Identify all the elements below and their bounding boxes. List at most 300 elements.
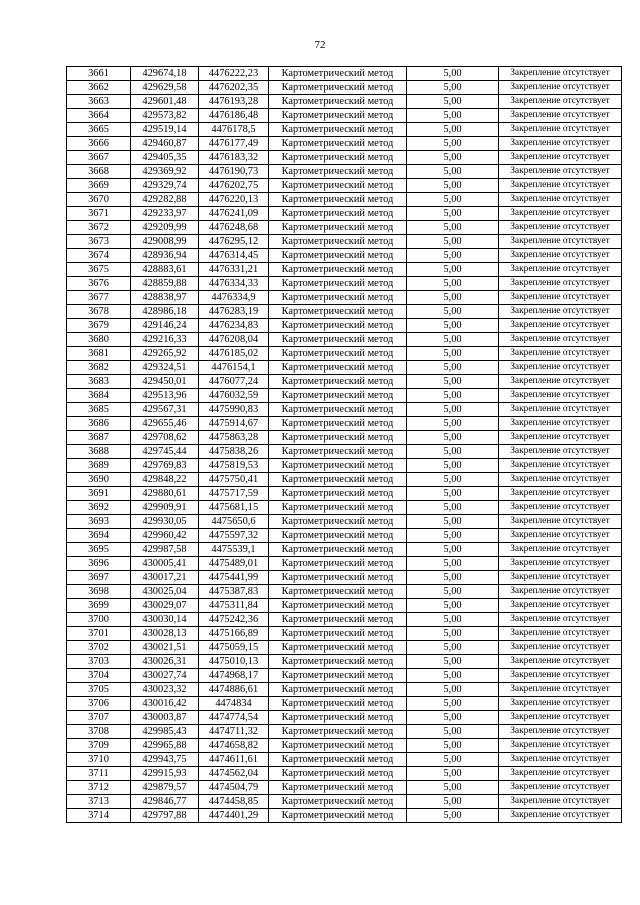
cell-y-coordinate: 4474658,82 — [199, 739, 269, 753]
cell-fixation: Закрепление отсутствует — [499, 529, 622, 543]
cell-method: Картометрический метод — [269, 375, 407, 389]
table-row — [67, 487, 622, 501]
cell-x-coordinate: 430003,87 — [131, 711, 199, 725]
cell-fixation: Закрепление отсутствует — [499, 627, 622, 641]
cell-method: Картометрический метод — [269, 319, 407, 333]
cell-y-coordinate: 4476177,49 — [199, 137, 269, 151]
cell-x-coordinate: 429930,05 — [131, 515, 199, 529]
cell-method: Картометрический метод — [269, 711, 407, 725]
cell-fixation: Закрепление отсутствует — [499, 263, 622, 277]
cell-accuracy: 5,00 — [407, 613, 499, 627]
cell-method: Картометрический метод — [269, 501, 407, 515]
cell-fixation: Закрепление отсутствует — [499, 389, 622, 403]
cell-x-coordinate: 429943,75 — [131, 753, 199, 767]
cell-point-number: 3712 — [67, 781, 131, 795]
table-row — [67, 361, 622, 375]
cell-y-coordinate: 4474504,79 — [199, 781, 269, 795]
cell-fixation: Закрепление отсутствует — [499, 235, 622, 249]
cell-method: Картометрический метод — [269, 123, 407, 137]
cell-x-coordinate: 429282,88 — [131, 193, 199, 207]
cell-point-number: 3669 — [67, 179, 131, 193]
table-row — [67, 333, 622, 347]
cell-fixation: Закрепление отсутствует — [499, 431, 622, 445]
table-row — [67, 193, 622, 207]
cell-point-number: 3708 — [67, 725, 131, 739]
cell-y-coordinate: 4476248,68 — [199, 221, 269, 235]
cell-y-coordinate: 4476193,28 — [199, 95, 269, 109]
cell-accuracy: 5,00 — [407, 277, 499, 291]
cell-x-coordinate: 429915,93 — [131, 767, 199, 781]
cell-y-coordinate: 4475681,15 — [199, 501, 269, 515]
cell-y-coordinate: 4475311,84 — [199, 599, 269, 613]
cell-point-number: 3676 — [67, 277, 131, 291]
cell-fixation: Закрепление отсутствует — [499, 753, 622, 767]
cell-y-coordinate: 4476202,35 — [199, 81, 269, 95]
cell-point-number: 3692 — [67, 501, 131, 515]
cell-y-coordinate: 4476334,33 — [199, 277, 269, 291]
table-row — [67, 221, 622, 235]
cell-accuracy: 5,00 — [407, 683, 499, 697]
cell-fixation: Закрепление отсутствует — [499, 361, 622, 375]
table-row — [67, 697, 622, 711]
cell-method: Картометрический метод — [269, 767, 407, 781]
cell-y-coordinate: 4474562,04 — [199, 767, 269, 781]
cell-x-coordinate: 429008,99 — [131, 235, 199, 249]
cell-x-coordinate: 429513,96 — [131, 389, 199, 403]
cell-x-coordinate: 430025,04 — [131, 585, 199, 599]
cell-point-number: 3702 — [67, 641, 131, 655]
cell-fixation: Закрепление отсутствует — [499, 683, 622, 697]
cell-y-coordinate: 4475597,32 — [199, 529, 269, 543]
cell-accuracy: 5,00 — [407, 263, 499, 277]
cell-y-coordinate: 4475717,59 — [199, 487, 269, 501]
cell-y-coordinate: 4475838,26 — [199, 445, 269, 459]
coordinates-table-body — [67, 67, 622, 823]
cell-accuracy: 5,00 — [407, 431, 499, 445]
cell-fixation: Закрепление отсутствует — [499, 319, 622, 333]
cell-fixation: Закрепление отсутствует — [499, 151, 622, 165]
cell-accuracy: 5,00 — [407, 557, 499, 571]
cell-accuracy: 5,00 — [407, 137, 499, 151]
cell-accuracy: 5,00 — [407, 781, 499, 795]
cell-y-coordinate: 4474458,85 — [199, 795, 269, 809]
cell-accuracy: 5,00 — [407, 585, 499, 599]
table-row — [67, 431, 622, 445]
table-row — [67, 711, 622, 725]
cell-accuracy: 5,00 — [407, 291, 499, 305]
cell-method: Картометрический метод — [269, 781, 407, 795]
cell-method: Картометрический метод — [269, 417, 407, 431]
cell-y-coordinate: 4474968,17 — [199, 669, 269, 683]
cell-fixation: Закрепление отсутствует — [499, 809, 622, 823]
cell-method: Картометрический метод — [269, 389, 407, 403]
cell-point-number: 3696 — [67, 557, 131, 571]
table-row — [67, 585, 622, 599]
cell-fixation: Закрепление отсутствует — [499, 249, 622, 263]
table-row — [67, 501, 622, 515]
cell-accuracy: 5,00 — [407, 627, 499, 641]
cell-accuracy: 5,00 — [407, 165, 499, 179]
cell-method: Картометрический метод — [269, 627, 407, 641]
cell-y-coordinate: 4476314,45 — [199, 249, 269, 263]
cell-y-coordinate: 4475819,53 — [199, 459, 269, 473]
cell-point-number: 3664 — [67, 109, 131, 123]
cell-fixation: Закрепление отсутствует — [499, 179, 622, 193]
cell-fixation: Закрепление отсутствует — [499, 347, 622, 361]
cell-y-coordinate: 4476222,23 — [199, 67, 269, 81]
cell-fixation: Закрепление отсутствует — [499, 795, 622, 809]
cell-fixation: Закрепление отсутствует — [499, 305, 622, 319]
cell-fixation: Закрепление отсутствует — [499, 291, 622, 305]
cell-accuracy: 5,00 — [407, 319, 499, 333]
cell-x-coordinate: 429450,01 — [131, 375, 199, 389]
cell-y-coordinate: 4475650,6 — [199, 515, 269, 529]
cell-method: Картометрический метод — [269, 81, 407, 95]
cell-point-number: 3697 — [67, 571, 131, 585]
table-row — [67, 151, 622, 165]
cell-method: Картометрический метод — [269, 697, 407, 711]
cell-y-coordinate: 4476331,21 — [199, 263, 269, 277]
table-row — [67, 515, 622, 529]
cell-accuracy: 5,00 — [407, 123, 499, 137]
cell-y-coordinate: 4475539,1 — [199, 543, 269, 557]
cell-fixation: Закрепление отсутствует — [499, 207, 622, 221]
cell-x-coordinate: 430005,41 — [131, 557, 199, 571]
cell-accuracy: 5,00 — [407, 515, 499, 529]
cell-x-coordinate: 430021,51 — [131, 641, 199, 655]
cell-point-number: 3675 — [67, 263, 131, 277]
cell-y-coordinate: 4475750,41 — [199, 473, 269, 487]
cell-method: Картометрический метод — [269, 809, 407, 823]
cell-y-coordinate: 4475441,99 — [199, 571, 269, 585]
cell-y-coordinate: 4476183,32 — [199, 151, 269, 165]
cell-method: Картометрический метод — [269, 67, 407, 81]
cell-method: Картометрический метод — [269, 235, 407, 249]
coordinates-table — [66, 66, 622, 823]
cell-fixation: Закрепление отсутствует — [499, 459, 622, 473]
table-row — [67, 277, 622, 291]
cell-method: Картометрический метод — [269, 613, 407, 627]
cell-fixation: Закрепление отсутствует — [499, 739, 622, 753]
cell-point-number: 3670 — [67, 193, 131, 207]
table-row — [67, 319, 622, 333]
cell-x-coordinate: 429629,58 — [131, 81, 199, 95]
cell-method: Картометрический метод — [269, 739, 407, 753]
table-row — [67, 109, 622, 123]
cell-y-coordinate: 4476208,04 — [199, 333, 269, 347]
cell-method: Картометрический метод — [269, 529, 407, 543]
cell-method: Картометрический метод — [269, 487, 407, 501]
cell-x-coordinate: 429965,88 — [131, 739, 199, 753]
table-row — [67, 669, 622, 683]
cell-accuracy: 5,00 — [407, 529, 499, 543]
cell-y-coordinate: 4476185,02 — [199, 347, 269, 361]
cell-accuracy: 5,00 — [407, 417, 499, 431]
cell-x-coordinate: 429216,33 — [131, 333, 199, 347]
cell-y-coordinate: 4475990,83 — [199, 403, 269, 417]
cell-point-number: 3686 — [67, 417, 131, 431]
cell-point-number: 3673 — [67, 235, 131, 249]
cell-fixation: Закрепление отсутствует — [499, 445, 622, 459]
cell-fixation: Закрепление отсутствует — [499, 109, 622, 123]
table-row — [67, 165, 622, 179]
cell-y-coordinate: 4475489,01 — [199, 557, 269, 571]
cell-y-coordinate: 4475863,28 — [199, 431, 269, 445]
cell-x-coordinate: 429209,99 — [131, 221, 199, 235]
cell-accuracy: 5,00 — [407, 655, 499, 669]
cell-point-number: 3662 — [67, 81, 131, 95]
table-row — [67, 795, 622, 809]
cell-accuracy: 5,00 — [407, 641, 499, 655]
table-row — [67, 305, 622, 319]
cell-accuracy: 5,00 — [407, 753, 499, 767]
cell-method: Картометрический метод — [269, 585, 407, 599]
cell-method: Картометрический метод — [269, 753, 407, 767]
table-row — [67, 179, 622, 193]
cell-x-coordinate: 429519,14 — [131, 123, 199, 137]
cell-point-number: 3671 — [67, 207, 131, 221]
cell-y-coordinate: 4476178,5 — [199, 123, 269, 137]
cell-x-coordinate: 429567,31 — [131, 403, 199, 417]
cell-x-coordinate: 430030,14 — [131, 613, 199, 627]
cell-point-number: 3668 — [67, 165, 131, 179]
cell-fixation: Закрепление отсутствует — [499, 571, 622, 585]
cell-point-number: 3689 — [67, 459, 131, 473]
cell-x-coordinate: 429880,61 — [131, 487, 199, 501]
cell-method: Картометрический метод — [269, 571, 407, 585]
cell-fixation: Закрепление отсутствует — [499, 781, 622, 795]
cell-point-number: 3695 — [67, 543, 131, 557]
cell-x-coordinate: 428986,18 — [131, 305, 199, 319]
cell-x-coordinate: 430017,21 — [131, 571, 199, 585]
cell-fixation: Закрепление отсутствует — [499, 81, 622, 95]
cell-y-coordinate: 4474886,61 — [199, 683, 269, 697]
cell-point-number: 3663 — [67, 95, 131, 109]
cell-y-coordinate: 4476032,59 — [199, 389, 269, 403]
page-number: 72 — [314, 39, 326, 51]
cell-method: Картометрический метод — [269, 193, 407, 207]
cell-x-coordinate: 429987,58 — [131, 543, 199, 557]
table-row — [67, 347, 622, 361]
table-row — [67, 249, 622, 263]
cell-method: Картометрический метод — [269, 473, 407, 487]
cell-accuracy: 5,00 — [407, 109, 499, 123]
table-row — [67, 627, 622, 641]
cell-y-coordinate: 4476154,1 — [199, 361, 269, 375]
cell-accuracy: 5,00 — [407, 221, 499, 235]
cell-y-coordinate: 4475010,13 — [199, 655, 269, 669]
cell-x-coordinate: 429329,74 — [131, 179, 199, 193]
cell-point-number: 3699 — [67, 599, 131, 613]
cell-x-coordinate: 428859,88 — [131, 277, 199, 291]
cell-x-coordinate: 429745,44 — [131, 445, 199, 459]
cell-accuracy: 5,00 — [407, 571, 499, 585]
cell-point-number: 3681 — [67, 347, 131, 361]
table-row — [67, 529, 622, 543]
cell-y-coordinate: 4475059,15 — [199, 641, 269, 655]
cell-y-coordinate: 4475166,89 — [199, 627, 269, 641]
cell-point-number: 3685 — [67, 403, 131, 417]
cell-y-coordinate: 4474711,32 — [199, 725, 269, 739]
cell-fixation: Закрепление отсутствует — [499, 221, 622, 235]
cell-point-number: 3701 — [67, 627, 131, 641]
cell-point-number: 3684 — [67, 389, 131, 403]
cell-point-number: 3709 — [67, 739, 131, 753]
cell-fixation: Закрепление отсутствует — [499, 557, 622, 571]
cell-y-coordinate: 4476241,09 — [199, 207, 269, 221]
table-row — [67, 263, 622, 277]
cell-accuracy: 5,00 — [407, 81, 499, 95]
cell-accuracy: 5,00 — [407, 543, 499, 557]
cell-x-coordinate: 428883,61 — [131, 263, 199, 277]
cell-method: Картометрический метод — [269, 445, 407, 459]
cell-y-coordinate: 4476334,9 — [199, 291, 269, 305]
cell-fixation: Закрепление отсутствует — [499, 67, 622, 81]
cell-y-coordinate: 4476077,24 — [199, 375, 269, 389]
cell-x-coordinate: 430023,32 — [131, 683, 199, 697]
cell-x-coordinate: 429985,43 — [131, 725, 199, 739]
table-row — [67, 123, 622, 137]
cell-fixation: Закрепление отсутствует — [499, 669, 622, 683]
cell-accuracy: 5,00 — [407, 207, 499, 221]
cell-point-number: 3678 — [67, 305, 131, 319]
cell-accuracy: 5,00 — [407, 67, 499, 81]
cell-accuracy: 5,00 — [407, 333, 499, 347]
cell-method: Картометрический метод — [269, 347, 407, 361]
cell-y-coordinate: 4475914,67 — [199, 417, 269, 431]
cell-method: Картометрический метод — [269, 109, 407, 123]
cell-fixation: Закрепление отсутствует — [499, 613, 622, 627]
cell-method: Картометрический метод — [269, 361, 407, 375]
table-row — [67, 67, 622, 81]
cell-method: Картометрический метод — [269, 599, 407, 613]
cell-fixation: Закрепление отсутствует — [499, 193, 622, 207]
cell-point-number: 3705 — [67, 683, 131, 697]
cell-method: Картометрический метод — [269, 333, 407, 347]
table-row — [67, 235, 622, 249]
table-row — [67, 445, 622, 459]
cell-point-number: 3687 — [67, 431, 131, 445]
cell-fixation: Закрепление отсутствует — [499, 123, 622, 137]
cell-fixation: Закрепление отсутствует — [499, 487, 622, 501]
cell-method: Картометрический метод — [269, 95, 407, 109]
table-row — [67, 543, 622, 557]
cell-x-coordinate: 429846,77 — [131, 795, 199, 809]
cell-x-coordinate: 429797,88 — [131, 809, 199, 823]
table-row — [67, 571, 622, 585]
cell-y-coordinate: 4474401,29 — [199, 809, 269, 823]
cell-point-number: 3665 — [67, 123, 131, 137]
cell-point-number: 3700 — [67, 613, 131, 627]
cell-fixation: Закрепление отсутствует — [499, 403, 622, 417]
table-row — [67, 207, 622, 221]
cell-point-number: 3690 — [67, 473, 131, 487]
cell-point-number: 3704 — [67, 669, 131, 683]
cell-accuracy: 5,00 — [407, 151, 499, 165]
cell-point-number: 3683 — [67, 375, 131, 389]
cell-fixation: Закрепление отсутствует — [499, 95, 622, 109]
cell-y-coordinate: 4475387,83 — [199, 585, 269, 599]
cell-accuracy: 5,00 — [407, 389, 499, 403]
cell-y-coordinate: 4476202,75 — [199, 179, 269, 193]
cell-y-coordinate: 4476283,19 — [199, 305, 269, 319]
cell-accuracy: 5,00 — [407, 179, 499, 193]
cell-y-coordinate: 4474774,54 — [199, 711, 269, 725]
cell-x-coordinate: 429708,62 — [131, 431, 199, 445]
cell-fixation: Закрепление отсутствует — [499, 277, 622, 291]
table-row — [67, 473, 622, 487]
cell-x-coordinate: 428838,97 — [131, 291, 199, 305]
cell-fixation: Закрепление отсутствует — [499, 725, 622, 739]
table-row — [67, 137, 622, 151]
cell-x-coordinate: 429146,24 — [131, 319, 199, 333]
cell-x-coordinate: 430027,74 — [131, 669, 199, 683]
cell-accuracy: 5,00 — [407, 669, 499, 683]
cell-method: Картометрический метод — [269, 249, 407, 263]
cell-point-number: 3677 — [67, 291, 131, 305]
table-row — [67, 599, 622, 613]
cell-point-number: 3703 — [67, 655, 131, 669]
cell-point-number: 3674 — [67, 249, 131, 263]
table-row — [67, 403, 622, 417]
cell-method: Картометрический метод — [269, 515, 407, 529]
table-row — [67, 417, 622, 431]
cell-accuracy: 5,00 — [407, 459, 499, 473]
cell-accuracy: 5,00 — [407, 487, 499, 501]
cell-fixation: Закрепление отсутствует — [499, 473, 622, 487]
cell-accuracy: 5,00 — [407, 361, 499, 375]
cell-x-coordinate: 429324,51 — [131, 361, 199, 375]
cell-y-coordinate: 4476234,83 — [199, 319, 269, 333]
cell-point-number: 3682 — [67, 361, 131, 375]
cell-accuracy: 5,00 — [407, 249, 499, 263]
table-row — [67, 459, 622, 473]
cell-fixation: Закрепление отсутствует — [499, 375, 622, 389]
cell-x-coordinate: 429265,92 — [131, 347, 199, 361]
cell-x-coordinate: 429655,46 — [131, 417, 199, 431]
cell-method: Картометрический метод — [269, 795, 407, 809]
cell-method: Картометрический метод — [269, 403, 407, 417]
cell-x-coordinate: 429848,22 — [131, 473, 199, 487]
cell-x-coordinate: 430028,13 — [131, 627, 199, 641]
table-row — [67, 683, 622, 697]
cell-method: Картометрический метод — [269, 137, 407, 151]
cell-method: Картометрический метод — [269, 165, 407, 179]
cell-accuracy: 5,00 — [407, 95, 499, 109]
cell-point-number: 3707 — [67, 711, 131, 725]
table-row — [67, 613, 622, 627]
cell-x-coordinate: 429233,97 — [131, 207, 199, 221]
table-row — [67, 641, 622, 655]
cell-point-number: 3713 — [67, 795, 131, 809]
cell-fixation: Закрепление отсутствует — [499, 711, 622, 725]
cell-y-coordinate: 4475242,36 — [199, 613, 269, 627]
cell-fixation: Закрепление отсутствует — [499, 697, 622, 711]
cell-point-number: 3666 — [67, 137, 131, 151]
cell-point-number: 3667 — [67, 151, 131, 165]
table-row — [67, 767, 622, 781]
table-row — [67, 291, 622, 305]
cell-x-coordinate: 429405,35 — [131, 151, 199, 165]
cell-accuracy: 5,00 — [407, 305, 499, 319]
table-row — [67, 809, 622, 823]
cell-fixation: Закрепление отсутствует — [499, 599, 622, 613]
cell-accuracy: 5,00 — [407, 235, 499, 249]
cell-accuracy: 5,00 — [407, 347, 499, 361]
cell-point-number: 3706 — [67, 697, 131, 711]
cell-fixation: Закрепление отсутствует — [499, 585, 622, 599]
cell-point-number: 3714 — [67, 809, 131, 823]
